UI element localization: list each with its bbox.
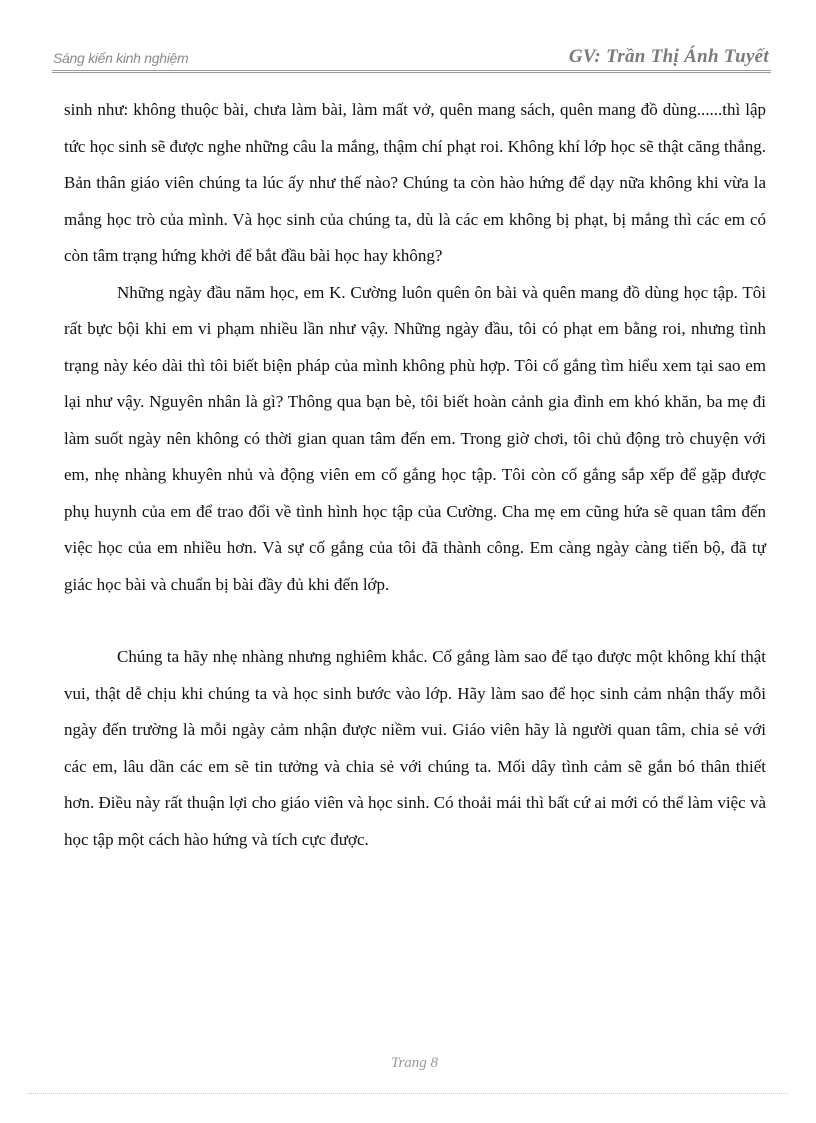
document-body [64, 92, 766, 858]
header-author: GV: Trần Thị Ánh Tuyết [568, 46, 769, 67]
header-divider [52, 70, 771, 73]
paragraph-2: Những ngày đầu năm học, em K. Cường luôn quên ôn bài và quên mang đồ dùng học tập. Tôi rất bực bội khi em vi phạm nhiều lần như vậy. Những ngày đầu, tôi có phạt em bằng roi, nhưng tình trạng này kéo dài thì tôi biết biện pháp của mình không phù hợp. Tôi cố gắng tìm hiểu xem tại sao em lại như vậy. Nguyên nhân là gì? Thông qua bạn bè, tôi biết hoàn cảnh gia đình em khó khăn, ba mẹ đi làm suốt ngày nên không có thời gian quan tâm đến em. Trong giờ chơi, tôi chủ động trò chuyện với em, nhẹ nhàng khuyên nhủ và động viên em cố gắng học tập. Tôi còn cố gắng sắp xếp để gặp được phụ huynh của em để trao đổi về tình hình học tập của Cường. Cha mẹ em cũng hứa sẽ quan tâm đến việc học của em nhiều hơn. Và sự cố gắng của tôi đã thành công. Em càng ngày càng tiến bộ, đã tự giác học bài và chuẩn bị bài đầy đủ khi đến lớp. [64, 282, 766, 594]
paragraph-3: Chúng ta hãy nhẹ nhàng nhưng nghiêm khắc. Cố gắng làm sao để tạo được một không khí thật vui, thật dễ chịu khi chúng ta và học sinh bước vào lớp. Hãy làm sao để học sinh cảm nhận thấy mỗi ngày đến trường là mỗi ngày cảm nhận được niềm vui. Giáo viên hãy là người quan tâm, chia sẻ với các em, lâu dần các em sẽ tin tưởng và chia sẻ với chúng ta. Mối dây tình cảm sẽ gắn bó thân thiết hơn. Điều này rất thuận lợi cho giáo viên và học sinh. Có thoải mái thì bất cứ ai mới có thể làm việc và học tập một cách hào hứng và tích cực được. [64, 647, 766, 849]
footer-divider [28, 1093, 788, 1094]
paragraph-1: sinh như: không thuộc bài, chưa làm bài, làm mất vở, quên mang sách, quên mang đồ dùng......thì lập tức học sinh sẽ được nghe những câu la mắng, thậm chí phạt roi. Không khí lớp học sẽ thật căng thẳng. Bản thân giáo viên chúng ta lúc ấy như thế nào? Chúng ta còn hào hứng để dạy nữa không khi vừa la mắng học trò của mình. Và học sinh của chúng ta, dù là các em không bị phạt, bị mắng thì các em có còn tâm trạng hứng khởi để bắt đầu bài học hay không? [64, 100, 766, 265]
page-number: Trang 8 [390, 1055, 439, 1071]
header-document-type: Sáng kiến kinh nghiệm [53, 50, 189, 66]
